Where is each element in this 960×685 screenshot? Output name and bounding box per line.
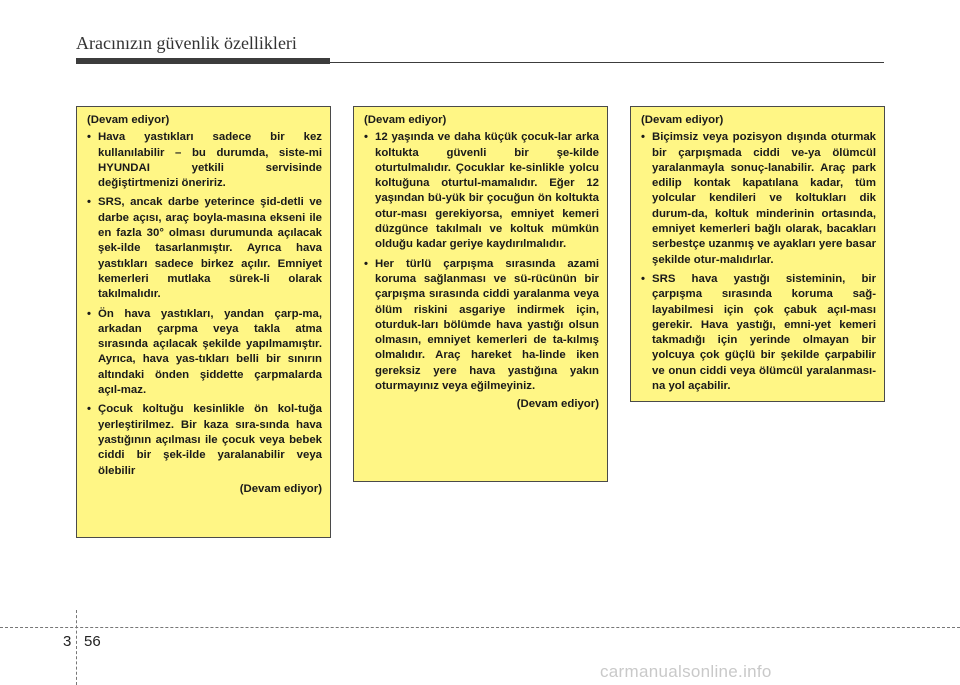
warning-item: • Hava yastıkları sadece bir kez kullanılabilir – bu durumda, siste-mi HYUNDAI yetkili servisinde değiştirtmenizi öneririz. [87, 130, 322, 191]
warning-list [641, 130, 876, 394]
warning-item: • Çocuk koltuğu kesinlikle ön kol-tuğa yerleştirilmez. Bir kaza sıra-sında hava yastığının açılması ile çocuk veya bebek ciddi bir şek-ilde yaralanabilir veya ölebilir [87, 402, 322, 478]
chapter-number: 3 [63, 633, 72, 650]
warning-box-2 [353, 106, 608, 482]
warning-list [364, 130, 599, 394]
header-rule-thick [76, 58, 330, 64]
header-rule-thin [330, 62, 884, 63]
page-number: 56 [84, 633, 101, 650]
warning-item: • Biçimsiz veya pozisyon dışında oturmak bir çarpışmada ciddi ve-ya ölümcül yaralanmayla sonuç-lanabilir. Araç park edilip kontak kapatılana kadar, tüm yolcular kendileri ve koltukları dik durum-da, koltuk minderinin ortasında, emniyet kemerleri bağlı olarak, bacakları serbestçe uzanmış ve ayakları yere basar şekilde otur-malıdırlar. [641, 130, 876, 268]
footer-rule [0, 627, 960, 628]
page-header-title: Aracınızın güvenlik özellikleri [76, 33, 297, 53]
continued-label-top: (Devam ediyor) [641, 114, 724, 126]
footer-divider [76, 610, 77, 685]
continued-label-top: (Devam ediyor) [87, 114, 170, 126]
warning-item: • Her türlü çarpışma sırasında azami koruma sağlanması ve sü-rücünün bir çarpışma sırasında ciddi yaralanma veya ölüm riskini asgariye indirmek için, oturduk-ları bölümde hava yastığı olsun olmasın, emniyet kemerleri de ta-kılmış olmalıdır. Araç hareket ha-linde iken gereksiz yere hava yastığına yakın oturmayınız veya eğilmeyiniz. [364, 257, 599, 395]
warning-list [87, 130, 322, 479]
warning-item: • SRS, ancak darbe yeterince şid-detli ve darbe açısı, araç boyla-masına ekseni ile en fazla 30° olması durumunda açılacak şek-ilde tasarlanmıştır. Ayrıca hava yastıkları sadece birkez açılır. Emniyet kemerleri mutlaka sürek-li olarak takılmalıdır. [87, 195, 322, 302]
warning-box-3 [630, 106, 885, 402]
warning-item: • Ön hava yastıkları, yandan çarp-ma, arkadan çarpma veya takla atma sırasında açılacak şekilde yapılmamıştır. Ayrıca, hava yas-tıkları belli bir sınırın altındaki önden şiddette çarpmalarda açıl-maz. [87, 307, 322, 399]
warning-box-1 [76, 106, 331, 538]
watermark: carmanualsonline.info [600, 662, 772, 681]
continued-label-top: (Devam ediyor) [364, 114, 447, 126]
continued-label-bottom: (Devam ediyor) [516, 398, 599, 411]
continued-label-bottom: (Devam ediyor) [239, 482, 322, 495]
warning-item: • SRS hava yastığı sisteminin, bir çarpışma sırasında koruma sağ-layabilmesi için çok çabuk açıl-ması gerekir. Hava yastığı, emni-yet kemeri takmadığı için yerinde olmayan bir yolcuya çok güçlü bir şekilde çarpabilir ve onun ciddi veya ölümcül yaralanması-na yol açabilir. [641, 272, 876, 394]
warning-item: • 12 yaşında ve daha küçük çocuk-lar arka koltukta güvenli bir şe-kilde oturtulmalıdır. Çocuklar ke-sinlikle yolcu koltuğuna oturtul-mamalıdır. Eğer 12 yaşından bü-yük bir çocuğun ön koltukta otur-ması gerekiyorsa, emniyet kemeri düzgünce takılmalı ve koltuk mümkün olduğu kadar geriye kaydırılmalıdır. [364, 130, 599, 252]
